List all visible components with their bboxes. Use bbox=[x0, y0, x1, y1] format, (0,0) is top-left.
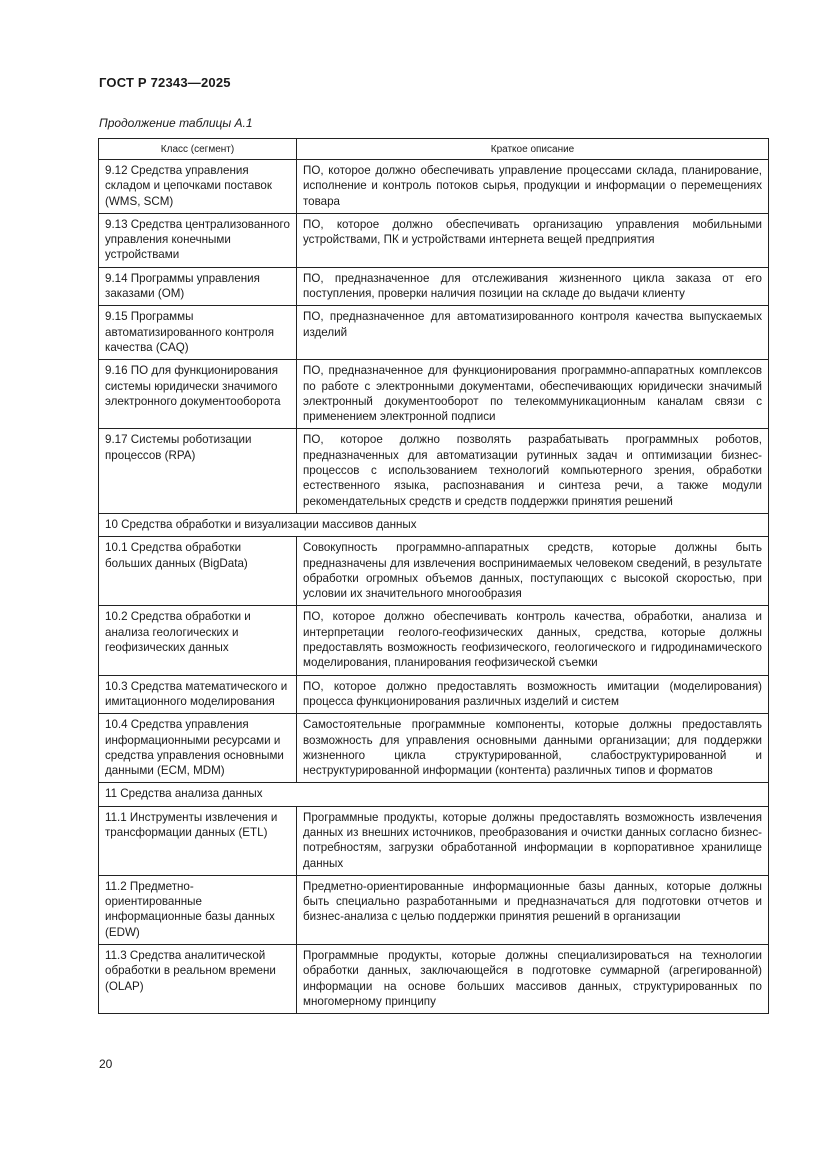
table-row bbox=[99, 606, 769, 675]
description-cell: ПО, предназначенное для отслеживания жизненного цикла заказа от его поступления, проверки наличия позиции на складе до выдачи клиенту bbox=[297, 267, 769, 306]
class-cell: 11.2 Предметно-ориентированные информационные базы данных (EDW) bbox=[99, 875, 297, 944]
classification-table bbox=[98, 138, 769, 1014]
description-cell: Совокупность программно-аппаратных средств, которые должны быть предназначены для извлечения воспринимаемых человеком сведений, в результате обработки огромных объемов данных, поступающих с высокой скоростью, при условии их значительного многообразия bbox=[297, 537, 769, 606]
class-cell: 9.16 ПО для функционирования системы юридически значимого электронного документооборота bbox=[99, 360, 297, 429]
description-cell: Программные продукты, которые должны предоставлять возможность извлечения данных из внешних источников, преобразования и очистки данных согласно бизнес-потребностям, загрузки обработанной информации в корпоративное хранилище данных bbox=[297, 806, 769, 875]
table-header-row bbox=[99, 139, 769, 160]
table-row bbox=[99, 213, 769, 267]
description-cell: ПО, предназначенное для автоматизированного контроля качества выпускаемых изделий bbox=[297, 306, 769, 360]
description-cell: ПО, которое должно позволять разрабатывать программных роботов, предназначенных для автоматизации рутинных задач и оптимизации бизнес-процессов с использованием технологий компьютерного зрения, обработки естественного языка, распознавания и синтеза речи, а также модули рекомендательных средств и средств поддержки принятия решений bbox=[297, 429, 769, 513]
table-caption: Продолжение таблицы А.1 bbox=[99, 116, 253, 130]
table-section-row bbox=[99, 783, 769, 806]
table-section-row bbox=[99, 513, 769, 536]
description-cell: Предметно-ориентированные информационные базы данных, которые должны быть специально разработанными и предназначаться для подготовки отчетов и бизнес-анализа с целью поддержки принятия решений в организации bbox=[297, 875, 769, 944]
table-body bbox=[99, 160, 769, 1014]
description-cell: ПО, которое должно обеспечивать управление процессами склада, планирование, исполнение и контроль потоков сырья, продукции и информации о перемещениях товара bbox=[297, 160, 769, 214]
table-row bbox=[99, 360, 769, 429]
description-cell: Самостоятельные программные компоненты, которые должны предоставлять возможность для управления основными данными организации; для поддержки жизненного цикла структурированной, слабоструктурированной и неструктурированной информации (контента) различных типов и форматов bbox=[297, 714, 769, 783]
class-cell: 10.2 Средства обработки и анализа геологических и геофизических данных bbox=[99, 606, 297, 675]
page-number: 20 bbox=[99, 1057, 113, 1071]
class-cell: 9.15 Программы автоматизированного контроля качества (CAQ) bbox=[99, 306, 297, 360]
table-row bbox=[99, 675, 769, 714]
class-cell: 9.17 Системы роботизации процессов (RPA) bbox=[99, 429, 297, 513]
table-row bbox=[99, 160, 769, 214]
class-cell: 11.3 Средства аналитической обработки в реальном времени (OLAP) bbox=[99, 945, 297, 1014]
class-cell: 11.1 Инструменты извлечения и трансформации данных (ETL) bbox=[99, 806, 297, 875]
description-cell: ПО, которое должно обеспечивать организацию управления мобильными устройствами, ПК и устройствами интернета вещей предприятия bbox=[297, 213, 769, 267]
table-row bbox=[99, 806, 769, 875]
section-title: 10 Средства обработки и визуализации массивов данных bbox=[99, 513, 769, 536]
table-row bbox=[99, 429, 769, 513]
header-short-description: Краткое описание bbox=[297, 139, 769, 160]
table-row bbox=[99, 537, 769, 606]
class-cell: 9.12 Средства управления складом и цепочками поставок (WMS, SCM) bbox=[99, 160, 297, 214]
table-row bbox=[99, 267, 769, 306]
class-cell: 9.14 Программы управления заказами (OM) bbox=[99, 267, 297, 306]
table-row bbox=[99, 875, 769, 944]
class-cell: 10.4 Средства управления информационными ресурсами и средства управления основными данными (ECM, MDM) bbox=[99, 714, 297, 783]
description-cell: ПО, предназначенное для функционирования программно-аппаратных комплексов по работе с электронными документами, обеспечивающих юридически значимый электронный документооборот по телекоммуникационным каналам связи с применением электронной подписи bbox=[297, 360, 769, 429]
description-cell: ПО, которое должно предоставлять возможность имитации (моделирования) процесса функционирования различных изделий и систем bbox=[297, 675, 769, 714]
document-code: ГОСТ Р 72343—2025 bbox=[99, 75, 231, 90]
class-cell: 9.13 Средства централизованного управления конечными устройствами bbox=[99, 213, 297, 267]
table-row bbox=[99, 306, 769, 360]
class-cell: 10.1 Средства обработки больших данных (BigData) bbox=[99, 537, 297, 606]
table-row bbox=[99, 945, 769, 1014]
class-cell: 10.3 Средства математического и имитационного моделирования bbox=[99, 675, 297, 714]
description-cell: ПО, которое должно обеспечивать контроль качества, обработки, анализа и интерпретации геолого-геофизических данных, средства, которые должны предоставлять возможность геофизического, геологического и гидродинамического моделирования, планирования геофизической съемки bbox=[297, 606, 769, 675]
description-cell: Программные продукты, которые должны специализироваться на технологии обработки данных, заключающейся в подготовке суммарной (агрегированной) информации на основе больших массивов данных, структурированных по многомерному принципу bbox=[297, 945, 769, 1014]
section-title: 11 Средства анализа данных bbox=[99, 783, 769, 806]
header-class-segment: Класс (сегмент) bbox=[99, 139, 297, 160]
table-row bbox=[99, 714, 769, 783]
